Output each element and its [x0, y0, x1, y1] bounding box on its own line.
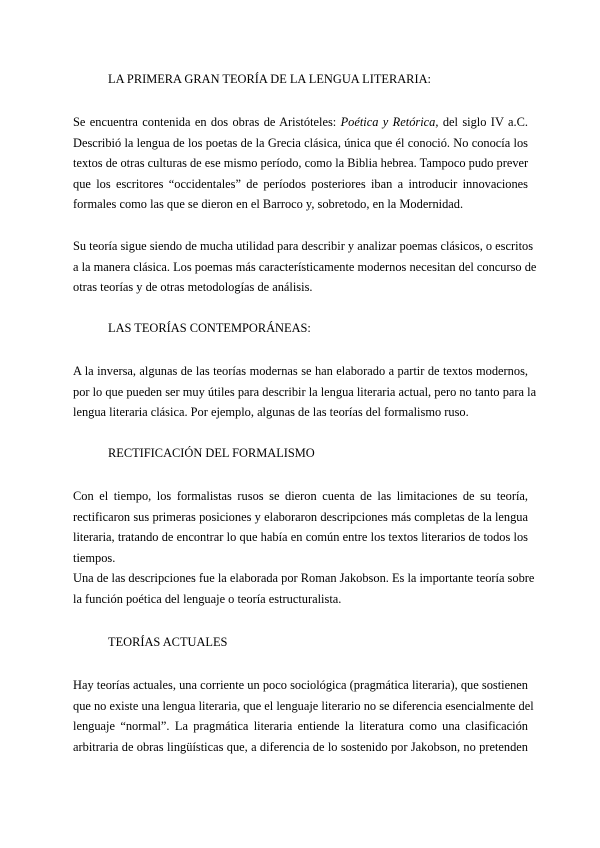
text-line: lenguaje “normal”. La pragmática literaria entiende la literatura como una clasificación	[73, 719, 528, 734]
text-line: formales como las que se dieron en el Barroco y, sobretodo, en la Modernidad.	[73, 197, 464, 212]
text-line: Describió la lengua de los poetas de la Grecia clásica, única que él conoció. No conocía los	[73, 135, 528, 150]
text-line: la función poética del lenguaje o teoría estructuralista.	[73, 591, 342, 606]
text-line: Se encuentra contenida en dos obras de Aristóteles: Poética y Retórica, del siglo IV a.C.	[73, 115, 528, 129]
text-line: por lo que pueden ser muy útiles para describir la lengua literaria actual, pero no tanto para la	[73, 384, 537, 399]
section-heading: LAS TEORÍAS CONTEMPORÁNEAS:	[108, 321, 311, 335]
text-line: Su teoría sigue siendo de mucha utilidad para describir y analizar poemas clásicos, o escritos	[73, 239, 534, 253]
paragraph	[73, 236, 537, 298]
text-line: a la manera clásica. Los poemas más característicamente modernos necesitan del concurso de	[73, 259, 537, 274]
section-heading: RECTIFICACIÓN DEL FORMALISMO	[108, 446, 315, 460]
paragraph	[73, 486, 535, 610]
section-heading: LA PRIMERA GRAN TEORÍA DE LA LENGUA LITERARIA:	[108, 72, 431, 86]
text-line: arbitraria de obras lingüísticas que, a diferencia de lo sostenido por Jakobson, no pretenden	[73, 739, 528, 754]
text-line: Con el tiempo, los formalistas rusos se dieron cuenta de las limitaciones de su teoría,	[73, 489, 528, 503]
text-line: rectificaron sus primeras posiciones y elaboraron descripciones más completas de la lengua	[73, 509, 528, 524]
text-line: Una de las descripciones fue la elaborada por Roman Jakobson. Es la importante teoría sobre	[73, 571, 535, 586]
text-line: literaria, tratando de encontrar lo que había en común entre los textos literarios de todos los	[73, 530, 528, 545]
text-line: lengua literaria clásica. Por ejemplo, algunas de las teorías del formalismo ruso.	[73, 405, 469, 420]
text-line: tiempos.	[73, 550, 116, 565]
paragraph	[73, 675, 534, 757]
section-heading: TEORÍAS ACTUALES	[108, 635, 228, 649]
text-line: otras teorías y de otras metodologías de análisis.	[73, 280, 313, 295]
paragraph	[73, 112, 528, 215]
text-line: A la inversa, algunas de las teorías modernas se han elaborado a partir de textos modernos,	[73, 364, 528, 378]
text-line: textos de otras culturas de ese mismo período, como la Biblia hebrea. Tampoco pudo prever	[73, 156, 529, 171]
paragraph	[73, 361, 537, 423]
text-line: que los escritores “occidentales” de períodos posteriores iban a introducir innovaciones	[73, 176, 528, 191]
text-line: Hay teorías actuales, una corriente un poco sociológica (pragmática literaria), que sostienen	[73, 678, 528, 692]
text-line: que no existe una lengua literaria, que el lenguaje literario no se diferencia esencialmente del	[73, 698, 534, 713]
